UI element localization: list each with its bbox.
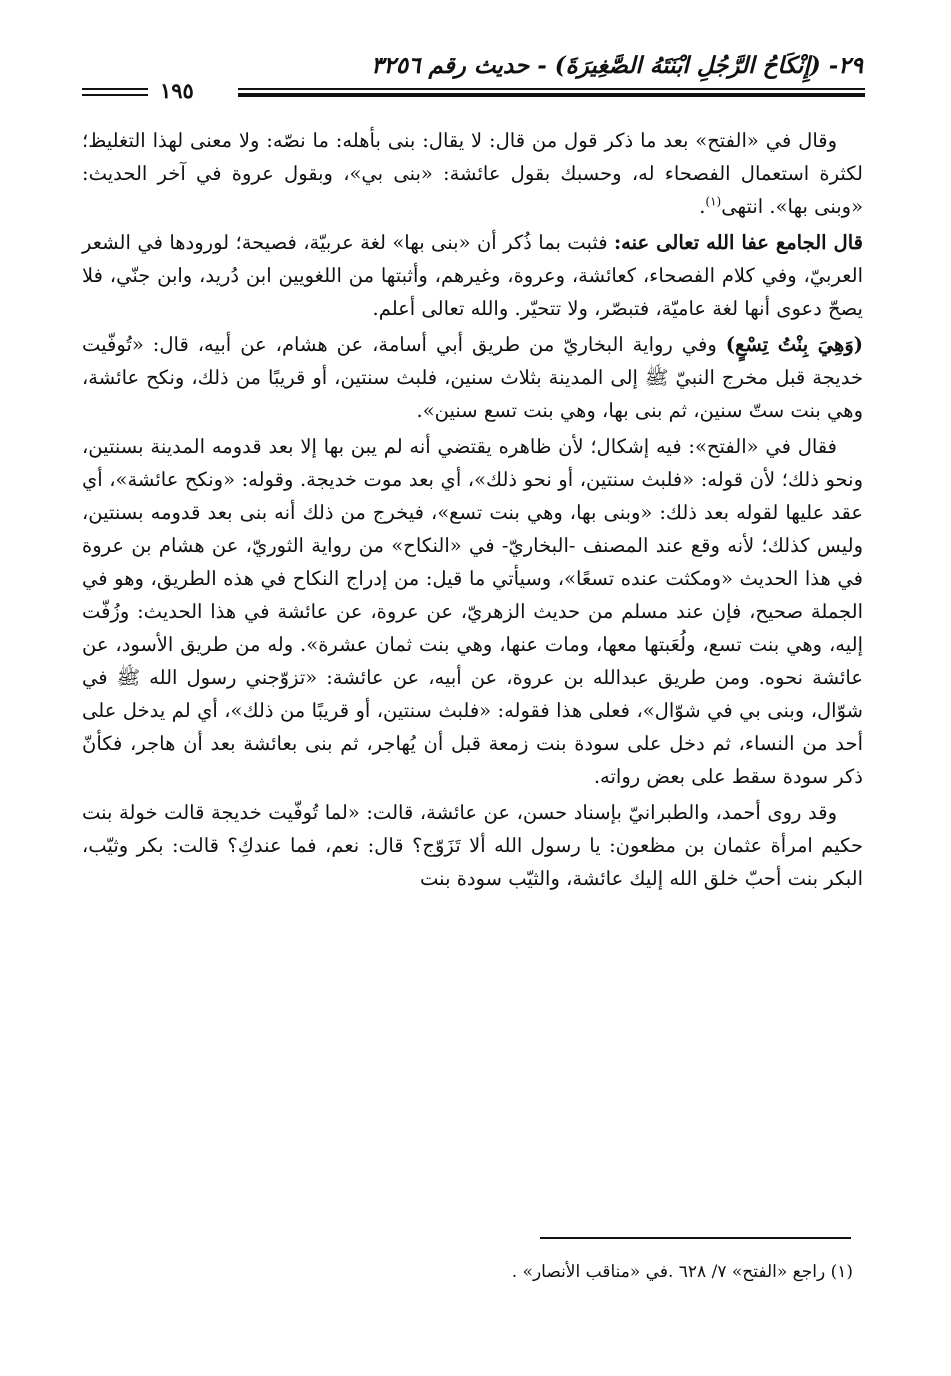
page-number: ١٩٥ bbox=[160, 78, 194, 103]
paragraph bbox=[82, 796, 863, 895]
footnote: (١) راجع «الفتح» ٧/ ٦٢٨ .في «مناقب الأنصار» . bbox=[511, 1262, 853, 1282]
paragraph-text: وفي رواية البخاريّ من طريق أبي أسامة، عن هشام، عن أبيه، قال: «تُوفّيت خديجة قبل مخرج النبيّ ﷺ إلى المدينة بثلاث سنين، فلبث سنتين، أو قريبًا من ذلك، ونكح عائشة، وهي بنت ستّ سنين، ثم بنى بها، وهي بنت تسع سنين». bbox=[82, 333, 863, 422]
footnote-ref: (١) bbox=[705, 194, 722, 209]
paragraph-text: وقد روى أحمد، والطبرانيّ بإسناد حسن، عن عائشة، قالت: «لما تُوفّيت خديجة قالت خولة بنت حكيم امرأة عثمان بن مظعون: يا رسول الله ألا تَزَوّج؟ قال: نعم، فما عندكِ؟ قالت: بكر وثيّب، البكر بنت أحبّ خلق الله إليك عائشة، والثيّب سودة بنت bbox=[82, 801, 863, 890]
header-rule-thick bbox=[238, 93, 865, 97]
header-rule-thin bbox=[238, 88, 865, 90]
paragraph-text: فثبت بما ذُكر أن «بنى بها» لغة عربيّة، فصيحة؛ لورودها في الشعر العربيّ، وفي كلام الفصحاء، كعائشة، وعروة، وغيرهم، وأثبتها من اللغويين ابن دُريد، وابن جنّي، فلا يصحّ دعوى أنها لغة عاميّة، فتبصّر، ولا تتحيّر. والله تعالى أعلم. bbox=[82, 231, 863, 320]
paragraph bbox=[82, 430, 863, 793]
paragraph-tail: . bbox=[699, 195, 706, 218]
paragraph bbox=[82, 328, 863, 427]
chapter-header-title: ٢٩- (إِنْكَاحُ الرَّجُلِ ابْنَتَهُ الصَّغِيرَةَ) - حديث رقم ٣٢٥٦ bbox=[371, 52, 863, 79]
paragraph bbox=[82, 124, 863, 223]
page-number-rule-bottom bbox=[82, 94, 148, 96]
paragraph bbox=[82, 226, 863, 325]
page-number-rule-top bbox=[82, 88, 148, 90]
footnote-rule bbox=[540, 1237, 851, 1239]
paragraph-text: وقال في «الفتح» بعد ما ذكر قول من قال: لا يقال: بنى بأهله: ما نصّه: ولا معنى لهذا التغليظ؛ لكثرة استعمال الفصحاء له، وحسبك بقول عائشة: «بنى بي»، وبقول عروة في آخر الحديث: «وبنى بها». انتهى bbox=[82, 129, 863, 218]
paragraph-text: فقال في «الفتح»: فيه إشكال؛ لأن ظاهره يقتضي أنه لم يبن بها إلا بعد قدومه المدينة بسنتين، ونحو ذلك؛ لأن قوله: «فلبث سنتين، أو نحو ذلك»، أي بعد موت خديجة. وقوله: «ونكح عائشة»، أي عقد عليها لقوله بعد ذلك: «وبنى بها، وهي بنت تسع»، فيخرج من ذلك أنه بنى بعد قدومه بسنتين، وليس كذلك؛ لأنه وقع عند المصنف -البخاريّ- في «النكاح» من رواية الثوريّ، عن هشام بن عروة في هذا الحديث «ومكثت عنده تسعًا»، وسيأتي ما قيل: من إدراج النكاح في هذه الطريق، وهو في الجملة صحيح، فإن عند مسلم من حديث الزهريّ، عن عروة، عن عائشة في هذا الحديث: وزُفّت إليه، وهي بنت تسع، ولُعَبتها معها، ومات عنها، وهي بنت ثمان عشرة». وله من طريق الأسود، عن عائشة نحوه. ومن طريق عبدالله بن عروة، عن أبيه، عن عائشة: «تزوّجني رسول الله ﷺ في شوّال، وبنى بي في شوّال»، فعلى هذا فقوله: «فلبث سنتين، أو قريبًا من ذلك»، أي لم يدخل على أحد من النساء، ثم دخل على سودة بنت زمعة قبل أن يُهاجر، ثم بنى بعائشة بعد أن هاجر، فكأنّ ذكر سودة سقط على بعض رواته. bbox=[82, 435, 863, 788]
paragraph-lead: (وَهِيَ بِنْتُ تِسْعٍ) bbox=[725, 333, 863, 356]
paragraph-lead: قال الجامع عفا الله تعالى عنه: bbox=[613, 231, 863, 254]
body-text bbox=[82, 124, 863, 895]
